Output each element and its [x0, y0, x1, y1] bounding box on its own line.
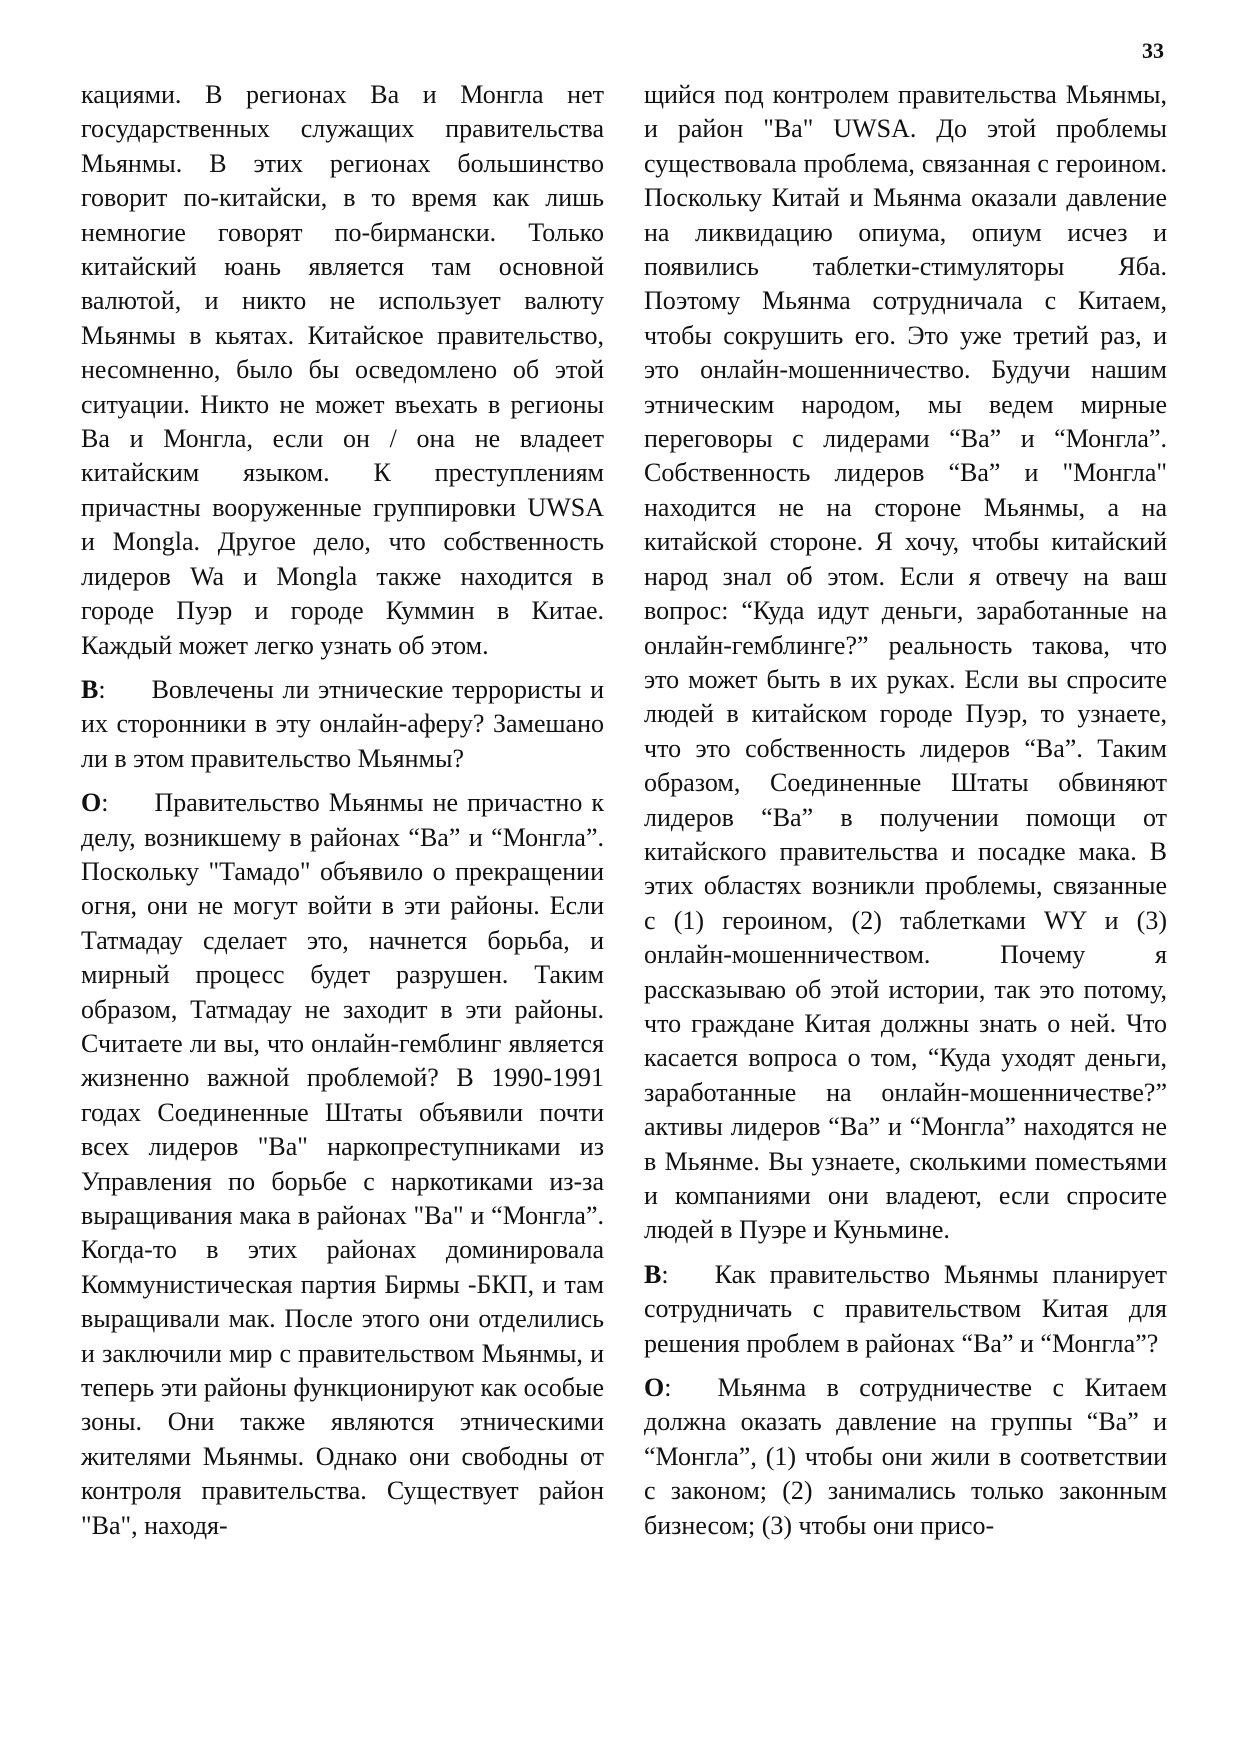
speaker-colon: : — [101, 788, 109, 818]
answer-text: Правительство Мьянмы не причастно к делу, возникшему в районах “Ва” и “Монгла”. Поскольку "Тамадо" объявило о прекращении огня, они не могут войти в эти районы. Если Татмадау сделает это, начнется борьба, и мирный процесс будет разрушен. Таким образом, Татмадау не заходит в эти районы. Считаете ли вы, что онлайн-гемблинг является жизненно важной проблемой? В 1990-1991 годах Соединенные Штаты объявили почти всех лидеров "Ва" наркопреступниками из Управления по борьбе с наркотиками из-за выращивания мака в районах "Ва" и “Монгла”. Когда-то в этих районах доминировала Коммунистическая партия Бирмы -БКП, и там выращивали мак. После этого они отделились и заключили мир с правительством Мьянмы, и теперь эти районы функционируют как особые зоны. Они также являются этническими жителями Мьянмы. Однако они свободны от контроля правительства. Существует район "Ва", находя- — [81, 788, 604, 1540]
question-text: Как правительство Мьянмы планирует сотрудничать с правительством Китая для решения проблем в районах “Ва” и “Монгла”? — [644, 1259, 1167, 1358]
speaker-label: О — [644, 1373, 665, 1403]
speaker-label: В — [81, 674, 99, 704]
speaker-colon: : — [98, 674, 106, 704]
speaker-label: О — [81, 788, 102, 818]
question-paragraph — [81, 673, 604, 776]
answer-paragraph — [644, 1371, 1167, 1543]
speaker-colon: : — [664, 1373, 672, 1403]
right-column — [644, 78, 1167, 1553]
paragraph: щийся под контролем правительства Мьянмы, и район "Ва" UWSA. До этой проблемы существовала проблема, связанная с героином. Поскольку Китай и Мьянма оказали давление на ликвидацию опиума, опиум исчез и появились таблетки-стимуляторы Яба. Поэтому Мьянма сотрудничала с Китаем, чтобы сокрушить его. Это уже третий раз, и это онлайн-мошенничество. Будучи нашим этническим народом, мы ведем мирные переговоры с лидерами “Ва” и “Монгла”. Собственность лидеров “Ва” и "Монгла" находится не на стороне Мьянмы, а на китайской стороне. Я хочу, чтобы китайский народ знал об этом. Если я отвечу на ваш вопрос: “Куда идут деньги, заработанные на онлайн-гемблинге?” реальность такова, что это может быть в их руках. Если вы спросите людей в китайском городе Пуэр, то узнаете, что это собственность лидеров “Ва”. Таким образом, Соединенные Штаты обвиняют лидеров “Ва” в получении помощи от китайского правительства и посадке мака. В этих областях возникли проблемы, связанные с (1) героином, (2) таблетками WY и (3) онлайн-мошенничеством. Почему я рассказываю об этой истории, так это потому, что граждане Китая должны знать о ней. Что касается вопроса о том, “Куда уходят деньги, заработанные на онлайн-мошенничестве?” активы лидеров “Ва” и “Монгла” находятся не в Мьянме. Вы узнаете, сколькими поместьями и компаниями они владеют, если спросите людей в Пуэре и Куньмине. — [644, 80, 1167, 1245]
speaker-label: В — [644, 1259, 662, 1289]
left-column — [81, 78, 604, 1553]
answer-paragraph — [81, 786, 604, 1543]
speaker-colon: : — [661, 1259, 669, 1289]
page-number: 33 — [1142, 38, 1164, 63]
question-text: Вовлечены ли этнические террористы и их сторонники в эту онлайн-аферу? Замешано ли в этом правительство Мьянмы? — [81, 674, 604, 773]
question-paragraph — [644, 1258, 1167, 1361]
paragraph: кациями. В регионах Ва и Монгла нет государственных служащих правительства Мьянмы. В этих регионах большинство говорит по-китайски, в то время как лишь немногие говорят по-бирмански. Только китайский юань является там основной валютой, и никто не использует валюту Мьянмы в кьятах. Китайское правительство, несомненно, было бы осведомлено об этой ситуации. Никто не может въехать в регионы Ва и Монгла, если он / она не владеет китайским языком. К преступлениям причастны вооруженные группировки UWSA и Mongla. Другое дело, что собственность лидеров Wa и Mongla также находится в городе Пуэр и городе Куммин в Китае. Каждый может легко узнать об этом. — [81, 80, 604, 660]
answer-text: Мьянма в сотрудничестве с Китаем должна оказать давление на группы “Ва” и “Монгла”, (1) чтобы они жили в соответствии с законом; (2) занимались только законным бизнесом; (3) чтобы они присо- — [644, 1373, 1167, 1540]
